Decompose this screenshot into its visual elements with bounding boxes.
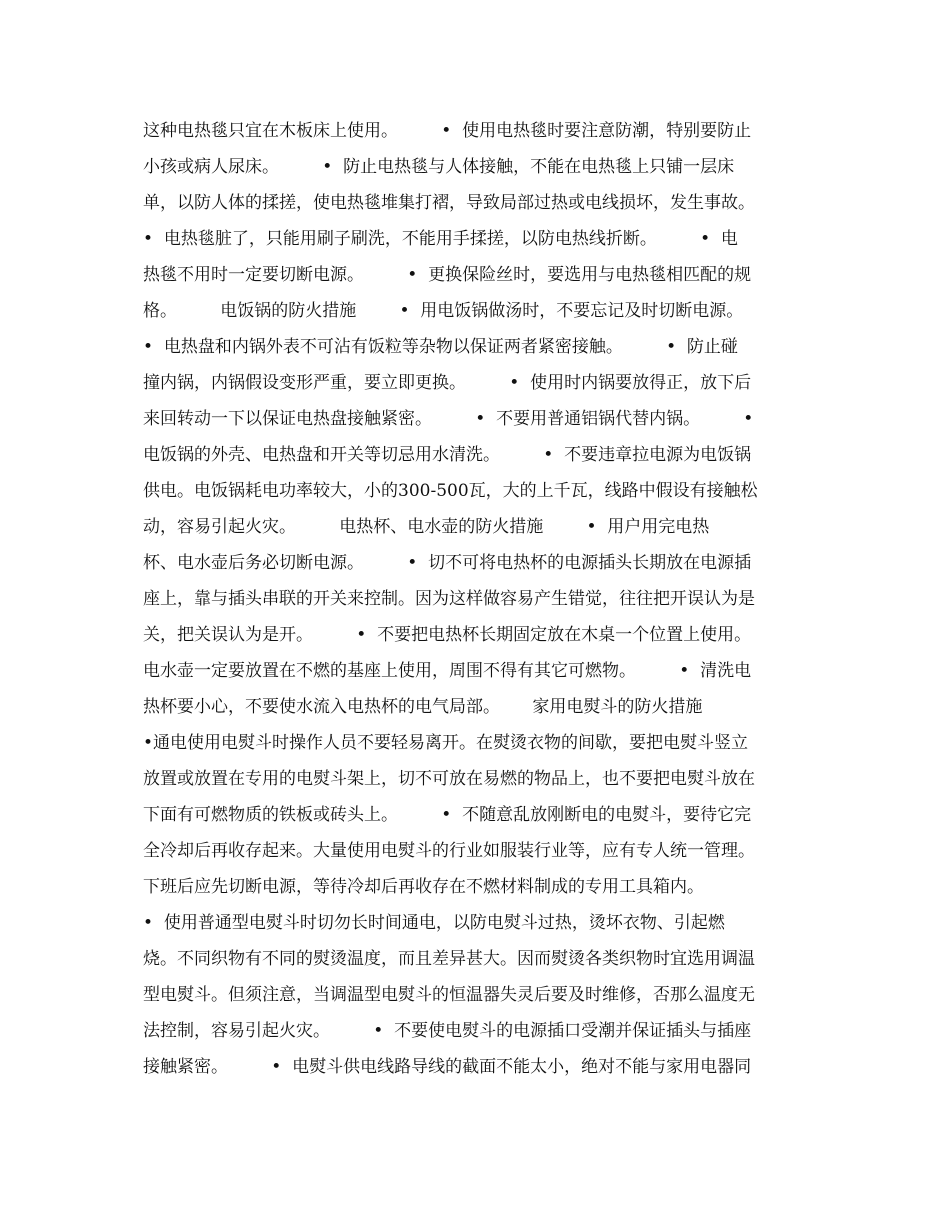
text-line: 下面有可燃物质的铁板或砖头上。 • 不随意乱放刚断电的电熨斗，要待它完 <box>143 805 752 825</box>
text-line: 接触紧密。 • 电熨斗供电线路导线的截面不能太小，绝对不能与家用电器同 <box>143 1057 752 1077</box>
text-line: 法控制，容易引起火灾。 • 不要使电熨斗的电源插口受潮并保证插头与插座 <box>143 1021 752 1041</box>
text-line: 全冷却后再收存起来。大量使用电熨斗的行业如服装行业等，应有专人统一管理。 <box>143 841 755 861</box>
text-line: 关，把关误认为是开。 • 不要把电热杯长期固定放在木桌一个位置上使用。 <box>143 625 752 645</box>
text-line: 电饭锅的外壳、电热盘和开关等切忌用水清洗。 • 不要违章拉电源为电饭锅 <box>143 445 752 465</box>
text-line: 下班后应先切断电源，等待冷却后再收存在不燃材料制成的专用工具箱内。 <box>143 877 704 897</box>
text-line: • 电热盘和内锅外表不可沾有饭粒等杂物以保证两者紧密接触。 • 防止碰 <box>143 337 738 357</box>
text-line: 撞内锅，内锅假设变形严重，要立即更换。 • 使用时内锅要放得正，放下后 <box>143 373 752 393</box>
text-line: 放置或放置在专用的电熨斗架上，切不可放在易燃的物品上，也不要把电熨斗放在 <box>143 769 755 789</box>
text-line: 来回转动一下以保证电热盘接触紧密。 • 不要用普通铝锅代替内锅。 • <box>143 409 754 429</box>
text-line: 热杯要小心，不要使水流入电热杯的电气局部。 家用电熨斗的防火措施 <box>143 697 703 717</box>
text-line: 电水壶一定要放置在不燃的基座上使用，周围不得有其它可燃物。 • 清洗电 <box>143 661 752 681</box>
text-line: •通电使用电熨斗时操作人员不要轻易离开。在熨烫衣物的间歇，要把电熨斗竖立 <box>143 733 749 753</box>
text-line: 动，容易引起火灾。 电热杯、电水壶的防火措施 • 用户用完电热 <box>143 517 710 537</box>
text-line: 这种电热毯只宜在木板床上使用。 • 使用电热毯时要注意防潮，特别要防止 <box>143 121 752 141</box>
text-line: 热毯不用时一定要切断电源。 • 更换保险丝时，要选用与电热毯相匹配的规 <box>143 265 752 285</box>
text-line: 单，以防人体的揉搓，使电热毯堆集打褶，导致局部过热或电线损坏，发生事故。 <box>143 193 755 213</box>
text-line: • 使用普通型电熨斗时切勿长时间通电，以防电熨斗过热，烫坏衣物、引起燃 <box>143 913 725 933</box>
text-line: 杯、电水壶后务必切断电源。 • 切不可将电热杯的电源插头长期放在电源插 <box>143 553 752 573</box>
text-line: • 电热毯脏了，只能用刷子刷洗，不能用手揉搓，以防电热线折断。 • 电 <box>143 229 738 249</box>
text-line: 小孩或病人尿床。 • 防止电热毯与人体接触，不能在电热毯上只铺一层床 <box>143 157 735 177</box>
text-line: 供电。电饭锅耗电功率较大，小的300-500瓦，大的上千瓦，线路中假设有接触松 <box>143 481 758 501</box>
text-line: 座上，靠与插头串联的开关来控制。因为这样做容易产生错觉，往往把开误认为是 <box>143 589 755 609</box>
text-line: 型电熨斗。但须注意，当调温型电熨斗的恒温器失灵后要及时维修，否那么温度无 <box>143 985 755 1005</box>
text-line: 烧。不同织物有不同的熨烫温度，而且差异甚大。因而熨烫各类织物时宜选用调温 <box>143 949 755 969</box>
text-line: 格。 电饭锅的防火措施 • 用电饭锅做汤时，不要忘记及时切断电源。 <box>143 301 744 321</box>
